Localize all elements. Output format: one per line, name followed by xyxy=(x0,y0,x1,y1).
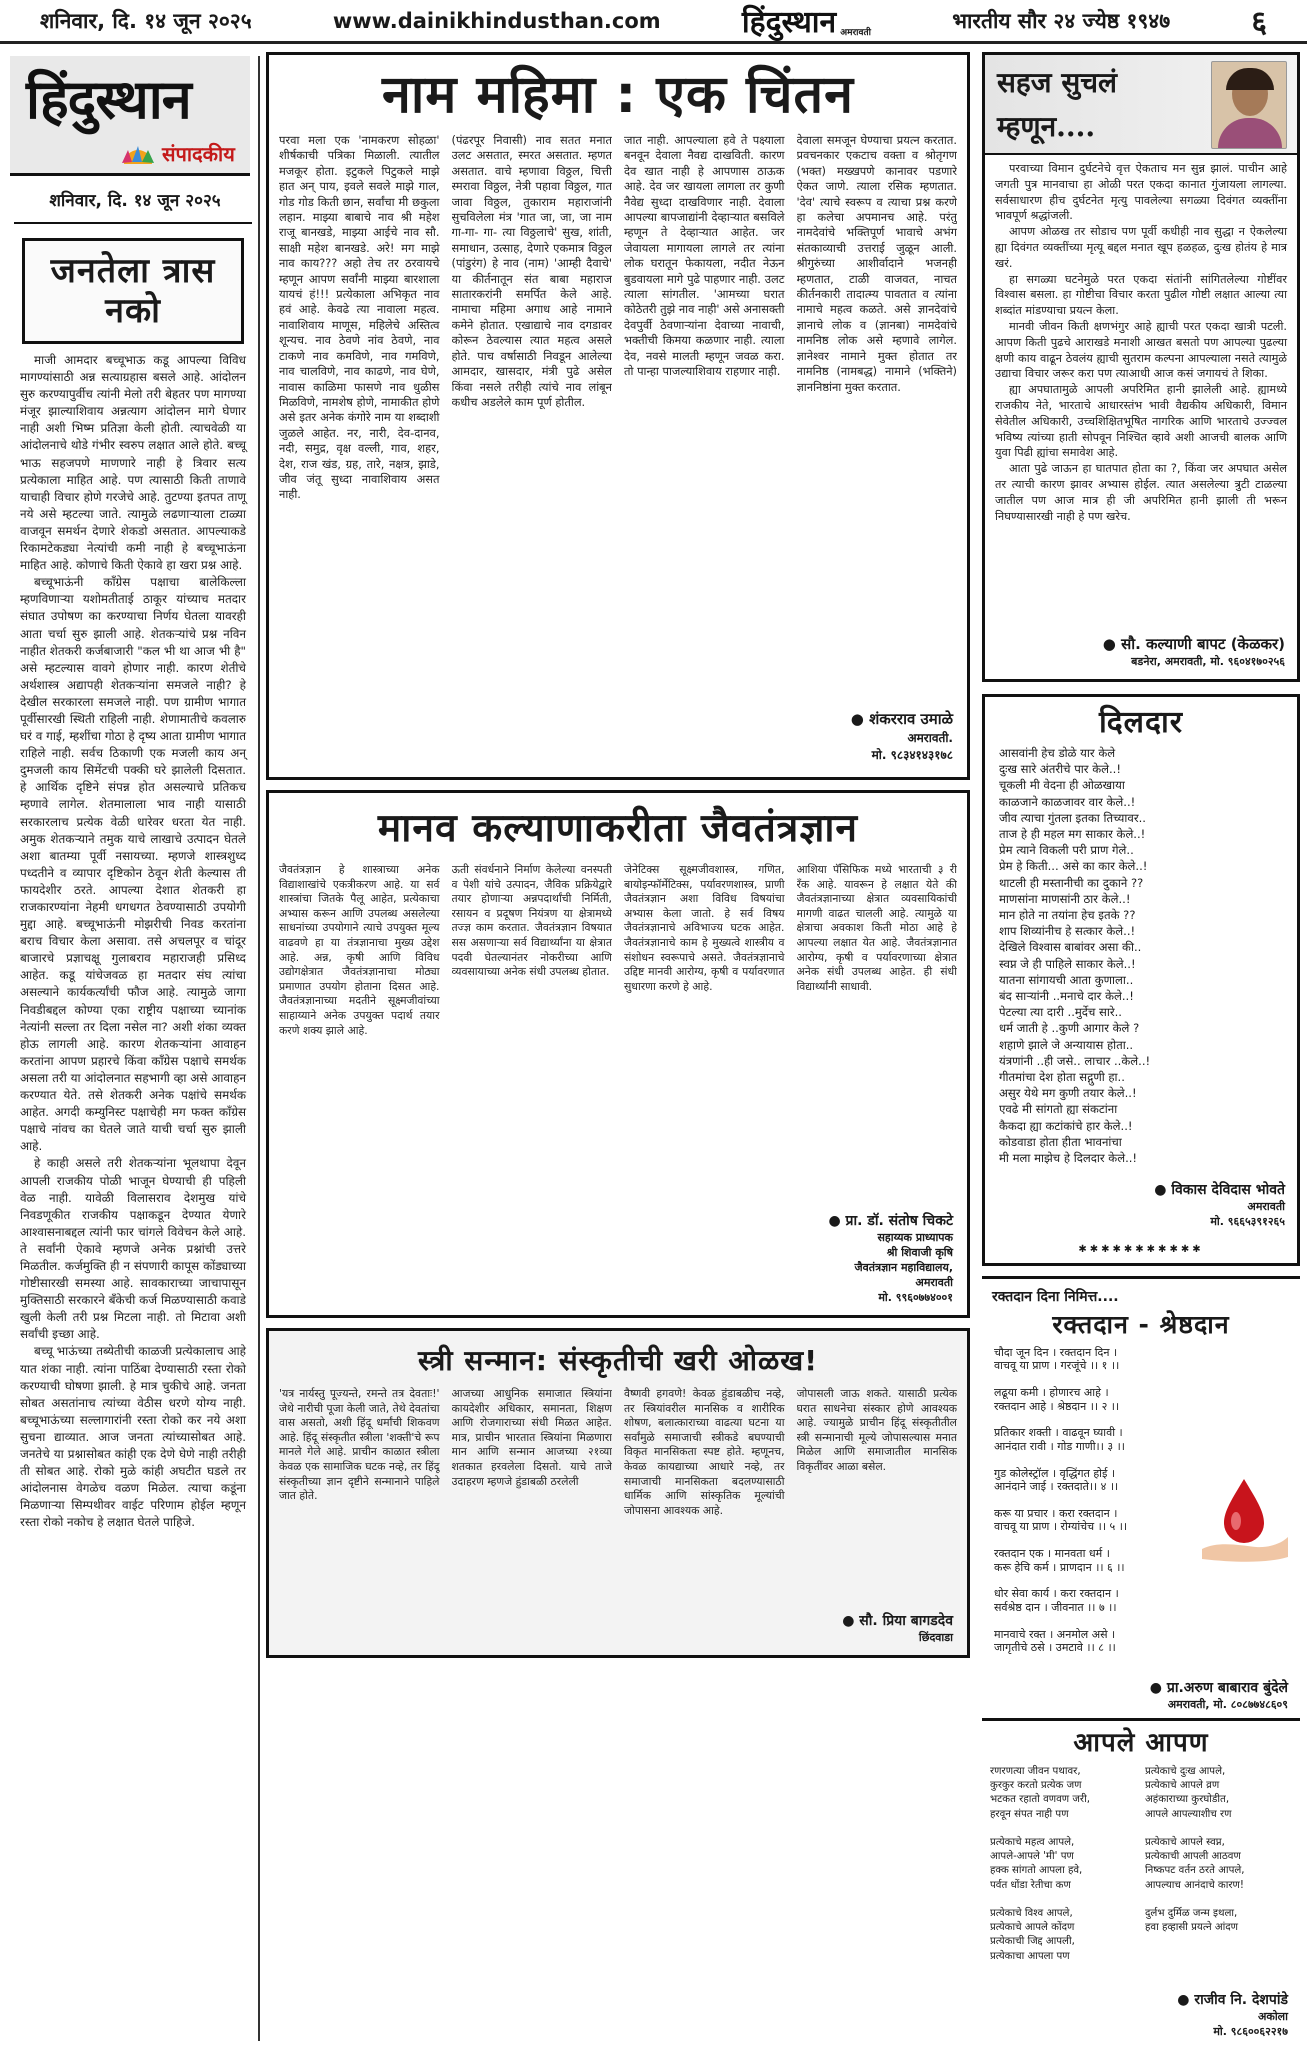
masthead-title: हिंदुस्थान xyxy=(26,67,191,131)
aaple-author-block xyxy=(1177,1990,1288,2039)
jaiv-author-line3: जैवतंत्रज्ञान महाविद्यालय, xyxy=(854,1261,953,1274)
poem-line: हवा हव्हासी प्रयत्ने आंदण xyxy=(1145,1922,1239,1934)
sahaj-title-block xyxy=(985,55,1297,155)
naam-columns xyxy=(269,127,967,687)
header-logo: हिंदुस्थान xyxy=(741,5,837,40)
dildar-poem xyxy=(982,694,1300,1266)
poem-line: भटकत रहातो वणवण जरी, xyxy=(990,1794,1090,1806)
poem-line: प्रत्येकाचे महत्व आपले, xyxy=(990,1837,1075,1849)
poem-line: बंद सार्‍यांनी ..मनाचे दार केले..! xyxy=(999,989,1134,1004)
naam-author-block xyxy=(773,709,953,763)
poem-line: दुःख सारे अंतरीचे पार केले..! xyxy=(999,762,1121,777)
aaple-aapan-poem xyxy=(982,1718,1300,2045)
naam-col-3: जात नाही. आपल्याला हवे ते पक्ष्याला बनवून देवाला नैवद्य दाखविती. कारण देव खात नाही हे आपणास ठाऊक आहे. देव जर खायला लागला तर कुणी नैवेद्य सुध्दा दाखविणार नाही. देवाला आपल्या बापजाद्यांनी देव्हाऱ्यात बसविले म्हणून ते देव्हाऱ्यात आहेत. जर जेवायला मागायला लागले तर त्यांना लोक घरातून फेकायला, नदीत नेऊन बुडवायला मागे पुढे पाहणार नाही. उलट त्याला सांगतील. 'आमच्या घरात कोठेतरी तुझे नाव नाही' असे अनासक्ती देवपुर्वी ठेवणाऱ्यांना देवाच्या नावाची, भक्तीची किमया कळणार नाही. त्याला देव, नवसे मालती म्हणून जवळ करा. तो पान्हा पाजल्याशिवाय राहणार नाही. xyxy=(624,133,785,379)
naam-headline: नाम महिमा : एक चिंतन xyxy=(381,65,855,125)
aaple-right xyxy=(1145,1765,1292,1964)
jaiv-col-1: जैवतंत्रज्ञान हे शास्त्राच्या अनेक विद्याशाखांचे एकत्रीकरण आहे. या सर्व शास्त्रांचा जितके पैलू आहेत, प्रत्येकाचा अभ्यास करून आणि उपलब्ध असलेल्या साधनांच्या उपयोगाने त्याचे उपयुक्त मूल्य वाढवणे हा या तंत्रज्ञानाचा मुख्य उद्देश आहे. अन्न, कृषी आणि विविध उद्योगक्षेत्रात जैवतंत्रज्ञानाचा मोठ्या प्रमाणात उपयोग होताना दिसत आहे. जैवतंत्रज्ञानाच्या मदतीने सूक्ष्मजीवांच्या साहाय्याने अनेक उपयुक्त पदार्थ तयार करणे शक्य झाले आहे. xyxy=(279,863,440,1037)
blood-drop-hand-icon xyxy=(1198,1475,1290,1565)
sahaj-author-line: बडनेरा, अमरावती, मो. ९६०४१७०२५६ xyxy=(1131,655,1285,668)
poem-line: काळजाने काळजावर वार केले..! xyxy=(999,794,1136,809)
naam-col-2: (पंढरपूर निवासी) नाव सतत मनात उलट असतात, स्मरत असतात. म्हणत असतात. वाचे म्हणावा विठ्ठल, चित्ती स्मरावा विठ्ठल, नेत्री पहावा विठ्ठल, गात जावा विठ्ठल, तुकाराम महाराजांनी सुचविलेला मंत्र 'गात जा, जा, जा नाम गा-गा- गा- त्या विठ्ठलाचे' सुख, शांती, समाधान, उत्साह, देणारे एकमात्र विठ्ठल (पांडुरंग) हे नाव (नाम) 'आम्ही दैवाचे' या कीर्तनातून संत बाबा महाराज सातारकरांनी समर्पित केले आहे. नामाचा महिमा अगाध आहे नामाने कमेने होतात. एखाद्याचे नाव दगडावर कोरून ठेवल्यास त्यात महत्व असले होते. पाच वर्षासाठी निवडून आलेल्या आमदार, खासदार, मंत्री पुढे असेल किंवा नसले तरीही त्यांचे नाव लांबून कधीच अडलेले काम पूर्ण होतील. xyxy=(451,133,612,409)
poem-line: आपले-आपले 'मी' पण xyxy=(990,1851,1074,1863)
raktadan-author: ● प्रा.अरुण बाबाराव बुंदेले xyxy=(1149,1680,1288,1696)
poem-line: चौदा जून दिन । रक्तदान दिन । xyxy=(994,1346,1118,1359)
sahaj-title-2: म्हणून.... xyxy=(997,110,1096,143)
stree-author-city: छिंदवाडा xyxy=(918,1631,953,1644)
dildar-author: ● विकास देविदास भोवते xyxy=(1154,1182,1285,1198)
poem-line xyxy=(994,1413,1190,1426)
poem-line: जीव त्याचा गुंतला इतका तिच्यावर.. xyxy=(999,810,1146,825)
jaiv-col-3: जेनेटिक्स सूक्ष्मजीवशास्त्र, गणित, बायोइन्फॉर्मेटिक्स, पर्यावरणशास्त्र, प्राणी जैवतंत्रज्ञान अशा विविध विषयांचा अभ्यास केला जातो. हे सर्व विषय जैवतंत्रज्ञानाचे अविभाज्य घटक आहेत. जैवतंत्रज्ञानाचे काम हे मुख्यत्वे शास्त्रीय व संशोधन स्वरूपाचे असते. जैवतंत्रज्ञानाचे उद्दिष्ट मानवी आरोग्य, कृषी व पर्यावरणात सुधारणा करणे हे आहे. xyxy=(624,863,785,993)
sahaj-author-block xyxy=(1103,634,1285,669)
jaiv-author-line2: श्री शिवाजी कृषि xyxy=(886,1246,953,1259)
poem-line xyxy=(994,1453,1190,1466)
poem-line: मी मला माझेच हे दिलदार केले..! xyxy=(999,1151,1138,1166)
poem-line: प्रेम हे किती... असे का कार केले..! xyxy=(999,859,1148,874)
stree-author-block xyxy=(773,1611,953,1645)
poem-line: मान होते ना तयांना हेच इतके ?? xyxy=(999,908,1136,923)
poem-line: असुर येथे मग कुणी तयार केले..! xyxy=(999,1086,1137,1101)
poem-line: अहंकाराच्या कुरघोडीत, xyxy=(1145,1794,1230,1806)
stree-article xyxy=(266,1328,970,1658)
raktadan-poem xyxy=(982,1276,1300,1712)
page-number: ६ xyxy=(1251,5,1267,40)
dildar-title: दिलदार xyxy=(1098,705,1183,740)
poem-line: माणसांना माणसांनी ठार केले..! xyxy=(999,891,1131,906)
masthead xyxy=(10,56,250,176)
dildar-lines xyxy=(985,745,1297,1166)
stree-author: ● सौ. प्रिया बागडदेव xyxy=(842,1613,953,1629)
jaiv-author-phone: मो. ९९६०७७४००१ xyxy=(878,1291,953,1304)
jaiv-author: ● प्रा. डॉ. संतोष चिकटे xyxy=(828,1213,953,1229)
stree-col-2: आजच्या आधुनिक समाजात स्त्रियांना कायदेशीर अधिकार, समानता, शिक्षण आणि रोजगाराच्या संधी मिळत आहेत. मात्र, प्राचीन भारतात स्त्रियांना मिळणारा मान आणि सन्मान आजच्या २१व्या शतकात हरवलेला दिसतो. याचे ताजे उदाहरण म्हणजे हुंडाबळी ठरलेली xyxy=(451,1387,612,1488)
aaple-left xyxy=(990,1765,1137,1964)
naam-col-1: परवा मला एक 'नामकरण सोहळा' शीर्षकाची पत्रिका मिळाली. त्यातील मजकूर होता. इटुकले पिटुकले माझे हात अन् पाय, इवले सवले माझे गाल, गोड गोड किती छान, सर्वांचा मी छकुला लहान. माझ्या बाबाचे नाव श्री महेश राजू बानखडे, माझ्या आईचे नाव सौ. साक्षी महेश बानखडे. अरे! मग माझे नाव काय??? अहो तेच तर ठरवायचे म्हणून आपण सर्वांनी माझ्या बारशाला यायचं हं!!! प्रत्येकाला अभिकृत नाव हवं आहे. केवढे त्या नावाला महत्व. नावाशिवाय माणूस, महिलेचे अस्तित्व शून्यच. नाव ठेवणे नांव ठेवणे, नाव टाकणे नाव कमविणे, नाव गमविणे, नाव चालविणे, नाव काढणे, नाव घेणे, नावास काळिमा फासणे नाव धुळीस मिळविणे, नामशेष होणे, नामाकीत होणे असे इतर अनेक कंगोरे नाम या शब्दाशी जुळले आहेत. नर, नारी, देव-दानव, नदी, समुद्र, वृक्ष वल्ली, गाव, शहर, देश, राज खंड, ग्रह, तारे, नक्षत्र, झाडे, जीव जंतू सुध्दा नावाशिवाय असत नाही. xyxy=(279,133,440,502)
poem-line: प्रत्येकाचा आपला पण xyxy=(990,1950,1070,1962)
masthead-subtitle: संपादकीय xyxy=(162,142,235,166)
ornament-divider: ✱✱✱✱✱✱✱✱✱✱✱ xyxy=(1078,1244,1204,1255)
poem-line: आनंदात रावी । गोड गाणी।। ३ ।। xyxy=(994,1439,1125,1453)
column-rule xyxy=(258,56,260,2041)
header-saura-date: भारतीय सौर २४ ज्येष्ठ १९४७ xyxy=(952,8,1171,33)
poem-line: कुरकुर करतो प्रत्येक जण xyxy=(990,1780,1082,1792)
jaiv-article xyxy=(266,790,970,1318)
poem-line: हरवून संपत नाही पण xyxy=(990,1808,1069,1820)
jaiv-headline: मानव कल्याणाकरीता जैवतंत्रज्ञान xyxy=(377,806,859,851)
raktadan-kicker: रक्तदान दिना निमित्त.... xyxy=(992,1289,1119,1305)
poem-line: दुर्लभ दुर्मिळ जन्म इथला, xyxy=(1145,1908,1238,1920)
naam-author: ● शंकरराव उमाळे xyxy=(850,710,953,728)
editorial-paragraph: बच्चूभाऊंनी काँग्रेस पक्षाचा बालेकिल्ला म्हणविणाऱ्या यशोमतीताई ठाकूर यांच्याच मतदार संघात उपोषण का करण्याचा निर्णय घेतला यावरही आता चर्चा सुरु झाली आहे. शेतकऱ्यांचे प्रश्न नविन नाहीत शेतकरी कर्जबाजारी "कल भी था आज भी है" असे म्हटल्यास वावगे होणार नाही. कारण शेतीचे अर्थशास्त्र अद्यापही शेतकऱ्यांना समजले नाही? हे देखील सरकारला समजले नाही. पण ग्रामीण भागात पूर्वीसारखी स्थिती राहिली नाही. शेणामातीचे कवलारु घरं व गाई, म्हशींचा गोठा हे दृष्य आता ग्रामीण भागात राहिले नाही. सर्वच ठिकाणी एक मजली काय अन् दुमजली काय सिमेंटची पक्की घरे झालेली दिसतात. हे आर्थिक दृष्टिने संपन्न होत असल्याचे प्रतिकच म्हणावे लागेल. शेतमालाला भाव नाही यासाठी सरकारलाच प्रत्येक वेळी धारेवर धरता येत नाही. अमुक शेतकऱ्याने तमुक याचे लाखाचे उत्पादन घेतले अशा बातम्या पूर्वी नसायच्या. म्हणजे शास्त्रशुध्द पध्दतीने व व्यापार दृष्टिकोन ठेवून शेती केल्यास ती फायदेशीर ठरते. आपल्या देशात शेतकरी हा राजकारण्यांना नेहमी धगधगत ठेवण्यासाठी उपयोगी मुद्दा आहे. बच्चूभाऊंनी मोझरीची निवड करतांना बराच विचार केला असावा. तसे अचलपूर व चांदूर बाजारचे प्रज्ञाचक्षू गुलाबराव महाराजही प्रसिध्द आहेत. कडू यांचेजवळ हा मतदार संघ त्यांचा असल्याने कार्यकर्त्यांची फौज आहे. त्यामुळे जागा निवडीबद्दल कोण्या एका राष्ट्रीय पक्षाच्या च्यानांक नेत्यांनी सल्ला तर दिला नसेल ना? अशी शंका व्यक्त होऊ लागली आहे. कारण शेतकऱ्यांना आवाहन करतांना आपण प्रहारचे किंवा काँग्रेस पक्षाचे समर्थक असला तरी या आंदोलनात सहभागी व्हा असे आवाहन करण्यात येते. तसे शेतकरी अनेक पक्षांचे समर्थक आहेत. अगदी कम्युनिस्ट पक्षाचेही मग फक्त काँग्रेस पक्षाचे नांवच का घेतले जाते याची चर्चा सुरु झाली आहे. xyxy=(20,575,246,1154)
poem-line: प्रतिकार शक्ती । वाढवून घ्यावी । xyxy=(994,1426,1123,1440)
masthead-date: शनिवार, दि. १४ जून २०२५ xyxy=(49,191,221,211)
poem-line: यंत्रणांनी ..ही जसे.. लाचार ..केले..! xyxy=(999,1053,1151,1068)
poem-line xyxy=(1145,1822,1292,1836)
poem-line: शहाणे झाले जे अन्यायास होता.. xyxy=(999,1037,1134,1052)
poem-line: प्रत्येकाचे दुःख आपले, xyxy=(1145,1766,1226,1777)
dildar-author-city: अमरावती xyxy=(1247,1200,1285,1213)
aaple-author: ● राजीव नि. देशपांडे xyxy=(1177,1992,1288,2008)
poem-line: जागृतीचे ठसे । उमटावे ।। ८ ।। xyxy=(994,1640,1116,1654)
jaiv-col-4: आशिया पॅसिफिक मध्ये भारताची ३ री रँक आहे. यावरून हे लक्षात येते की जैवतंत्रज्ञानाच्या क्षेत्रात व्यवसायिकांची मागणी वाढत चालली आहे. त्यामुळे या क्षेत्राचा अवकाश किती मोठा आहे हे आपल्या लक्षात येत आहे. जैवतंत्रज्ञानात आरोग्य, कृषी व पर्यावरणाच्या क्षेत्रात अनेक संधी उपलब्ध आहेत. ही संधी विद्यार्थ्यांनी साधावी. xyxy=(796,863,957,993)
author-photo xyxy=(1211,61,1287,149)
stree-col-3: वैष्णवी हगवणे! केवळ हुंडाबळीच नव्हे, तर स्त्रियांवरील मानसिक व शारीरिक शोषण, बलात्काराच्या वाढत्या घटना या सर्वांमुळे समाजाची स्त्रीकडे बघण्याची विकृत मानसिकता स्पष्ट होते. म्हणूनच, केवळ कायद्याच्या आधारे नव्हे, तर समाजाची मानसिकता बदलण्यासाठी धार्मिक आणि सांस्कृतिक मूल्यांची जोपासना आवश्यक आहे. xyxy=(624,1387,785,1517)
poem-line: प्रत्येकाची जिद्द आपली, xyxy=(990,1936,1075,1948)
aaple-author-phone: मो. ९८६००६२२१७ xyxy=(1213,2025,1288,2038)
header-url[interactable]: www.dainikhindusthan.com xyxy=(332,8,661,33)
jaiv-author-line1: सहाय्यक प्राध्यापक xyxy=(877,1231,953,1244)
sahaj-paragraph: मानवी जीवन किती क्षणभंगुर आहे ह्याची परत एकदा खात्री पटली. आपण किती पुढचे आराखडे मनाशी आखत बसतो पण आपल्या पुढल्या क्षणी काय वाढून ठेवलंय ह्याची सुतराम कल्पना आपल्याला नसते त्यामुळे उद्याचा विचार जरूर करा पण त्याआधी आज कसं जगायचं ते शिका. xyxy=(995,319,1287,381)
poem-line: वाचवू या प्राण । गरजूंचे ।। १ ।। xyxy=(994,1359,1120,1373)
poem-line: प्रत्येकाची आपली आठवण xyxy=(1145,1851,1241,1863)
sahaj-paragraph: आता पुढे जाऊन हा घातपात होता का ?, किंवा जर अपघात असेल तर त्याची कारण झावर अभ्यास होईल. त्यात असलेल्या त्रुटी टाळल्या जातील पण आज मात्र ही जी अपरिमित हानी झाली ती भरून निघण्यासारखी नाही हे पण खरेच. xyxy=(995,462,1287,523)
raktadan-lines xyxy=(982,1346,1202,1654)
sahaj-paragraph: हा सगळ्या घटनेमुळे परत एकदा संतांनी सांगितलेल्या गोष्टींवर विश्वास बसला. हा गोष्टीचा विचार करता पुढील गोष्टी लक्षात आल्या त्या शब्दांत मांडण्याचा प्रयत्न केला. xyxy=(995,272,1287,318)
poem-line: एवढे मी सांगतो ह्या संकटांना xyxy=(999,1102,1118,1117)
poem-line: करू हेचि कर्म । प्राणदान ।। ६ ।। xyxy=(994,1560,1125,1574)
sahaj-article xyxy=(982,52,1300,682)
poem-line: पेटल्या त्या दारी ..मुर्देच सारे.. xyxy=(999,1005,1122,1020)
aaple-columns xyxy=(982,1765,1300,1964)
raktadan-author-line: अमरावती, मो. ८०८७७४८६०९ xyxy=(1167,1698,1288,1711)
sahaj-title-1: सहज सुचलं xyxy=(997,66,1118,99)
poem-line xyxy=(994,1574,1190,1587)
poem-line: चूकली मी वेदना ही ओळखाया xyxy=(999,778,1125,793)
poem-line: हक्क सांगतो आपला हवे, xyxy=(990,1865,1083,1877)
poem-line: करू या प्रचार । करा रक्तदान । xyxy=(994,1506,1118,1520)
poem-line xyxy=(990,1893,1137,1907)
sahaj-paragraph: ह्या अपघातामुळे आपली अपरिमित हानी झालेली आहे. ह्यामध्ये राजकीय नेते, भारताचे आधारस्तंभ भावी वैद्यकीय अधिकारी, विमान सेवेतील अधिकारी, उच्चशिक्षितभूषित नागरिक आणि भारताचे उज्ज्वल भविष्य त्यांच्या हाती सोपवून निश्चित व्हावे अशी आजची बालक आणि युवा पिढी ह्यांचा समावेश आहे. xyxy=(995,383,1287,460)
poem-line: धर्म जाती हे ..कुणी आगार केले ? xyxy=(999,1021,1140,1036)
naam-author-phone: मो. ९८३४१४३१७८ xyxy=(871,748,953,762)
poem-line xyxy=(994,1534,1190,1547)
poem-line: लढूया कमी । होणारच आहे । xyxy=(994,1386,1109,1400)
poem-line: स्वप्न जे ही पाहिले साकार केले..! xyxy=(999,956,1136,971)
naam-mahima-article xyxy=(266,52,970,780)
poem-line: प्रत्येकाचे आपले कोंदण xyxy=(990,1922,1075,1934)
poem-line: कैकदा ह्या कटांकांचे हार केले..! xyxy=(999,1118,1133,1133)
editorial-column xyxy=(14,232,252,2047)
poem-line: धोर सेवा कार्य । करा रक्तदान । xyxy=(994,1587,1119,1601)
poem-line: रणरणत्या जीवन पथावर, xyxy=(990,1766,1081,1777)
naam-col-4: देवाला समजून घेण्याचा प्रयत्न करतात. प्रवचनकार एकटाच वक्ता व श्रोतृगण (भक्त) मख्खपणे कानावर पडणारे ऐकत जाणे. त्याला रसिक म्हणतात. 'देव' त्याचे स्वरूप व त्याचा प्रश्न करणे हा कलेचा अपमानच आहे. परंतु नामदेवांचे भक्तिपूर्ण भावाचे अभंग संतकाव्याची उत्तराई जुळून आली. श्रीगुरुंच्या आशीर्वादाने भजनही म्हणतात, टाळी वाजवत, नाचत कीर्तनकारी तादात्म्य पावतात व त्यांना नामाचे महत्व कळते. असे ज्ञानदेवांचे ज्ञानाचे लोक व (ज्ञानबा) नामदेवांचे नामनिष्ठ लोक असे म्हणावे लागेल. ज्ञानेश्वर नामाने मुक्त होतात तर नामनिष्ठ (नामबद्ध) नामाने (भक्तिने) ज्ञाननिष्ठांना मुक्त करतात. xyxy=(796,133,957,394)
sahaj-paragraph: आपण ओळख तर सोडाच पण पूर्वी कधीही नाव सुद्धा न ऐकलेल्या ह्या दिवंगत व्यक्तींच्या मृत्यू बद्दल मनात खूप हळहळ, दुःख होतंय हे मात्र खरं. xyxy=(995,225,1287,270)
poem-line: वाचवू या प्राण । रोग्यांचेच ।। ५ ।। xyxy=(994,1520,1128,1534)
poem-line: आनंदाने जाई । रक्तदाते।। ४ ।। xyxy=(994,1480,1119,1494)
jaiv-col-2: ऊती संवर्धनाने निर्माण केलेल्या वनस्पती व पेशी यांचे उत्पादन, जैविक प्रक्रियेद्वारे तयार होणाऱ्या अन्नपदार्थांची निर्मिती, रसायन व प्रदूषण नियंत्रण या क्षेत्रामध्ये तज्ज्ञ काम करतात. जैवतंत्रज्ञान विषयात सस असणाऱ्या सर्व विद्यार्थ्यांना या क्षेत्रात पदवी घेतल्यानंतर नोकरीच्या आणि व्यवसायाच्या अनेक संधी उपलब्ध होतात. xyxy=(451,863,612,979)
jaiv-author-line4: अमरावती xyxy=(915,1276,953,1289)
masthead-divider xyxy=(14,222,252,224)
poem-line: आपले आपल्याशीच रण xyxy=(1145,1808,1232,1820)
editorial-paragraph: बच्चू भाऊंच्या तब्येतीची काळजी प्रत्येकालाच आहे यात शंका नाही. त्यांना पाठिंबा देण्यासाठी रस्ता रोको करण्याची घोषणा झाली. हे मात्र चुकीचे आहे. जनता सोबत असतांनाच त्यांच्या वेठीस धरणे योग्य नाही. बच्चूभाऊंच्या सल्लागारांनी रस्ता रोको कर नये अशा सुचना द्याव्यात. आज जनता त्यांच्यासोबत आहे. जनतेचे या प्रश्नासोबत कांही एक देणे घेणे नाही तरीही ती सोबत आहे. रोको मुळे कांही अघटीत घडले तर आंदोलनास वेगळेच वळण मिळेल. त्याचा कडूंना मिळणाऱ्या सिम्पथीवर वाईट परिणाम होईल म्हणून रस्ता रोको नकोच हे लक्षात घेतले पाहिजे. xyxy=(20,1344,246,1530)
raktadan-title: रक्तदान - श्रेष्ठदान xyxy=(1052,1310,1230,1339)
poem-line xyxy=(994,1614,1190,1627)
poem-line: मानवाचे रक्त । अनमोल असे । xyxy=(994,1627,1116,1641)
raktadan-author-block xyxy=(1150,1678,1288,1712)
header-logo-group xyxy=(742,0,871,41)
poem-line: रक्तदान आहे । श्रेष्ठदान ।। २ ।। xyxy=(994,1399,1120,1413)
poem-line xyxy=(994,1493,1190,1506)
poem-line: रक्तदान एक । मानवता धर्म । xyxy=(994,1547,1110,1561)
poem-line xyxy=(1145,1893,1292,1907)
stree-col-1: 'यत्र नार्यस्तु पूज्यन्ते, रमन्ते तत्र देवताः!' जेथे नारीची पूजा केली जाते, तेथे देवतांचा वास असतो, अशी हिंदू धर्मांची शिकवण आहे. हिंदू संस्कृतीत स्त्रीला 'शक्ती'चे रूप मानले गेले आहे. प्राचीन काळात स्त्रीला केवळ एक सामाजिक घटक नव्हे, तर हिंदू संस्कृतीच्या ज्ञान दृष्टीने सन्मानाने पाहिले जात होते. xyxy=(279,1387,440,1503)
poem-line: आसवांनी हेच डोळे यार केले xyxy=(999,746,1116,760)
poem-line: ताज हे ही महल मग साकार केले..! xyxy=(999,827,1146,842)
page-header-bar xyxy=(0,0,1307,44)
sun-logo-icon xyxy=(120,144,156,164)
dildar-author-phone: मो. ९६६५३९१२६५ xyxy=(1210,1215,1285,1228)
editorial-paragraph: हे काही असले तरी शेतकऱ्यांना भूलथापा देवून आपली राजकीय पोळी भाजून घेण्याची ही पहिली वेळ नाही. यावेळी विलासराव देशमुख यांचे निवडणूकीत राजकीय पक्षाकडून देण्यात येणारे आश्वासनाबद्दल त्यांनी फार चांगले विवेचन केले आहे. ते सर्वांनी ऐकावे म्हणजे अनेक प्रश्नांची उत्तरे मिळतील. कर्जमुक्ति ही न संपणारी कापूस कोंड्याच्या गोष्टीसारखी समस्या आहे. सावकाराच्या जाचापासून मुक्तिसाठी सरकारने बँकेची कर्ज मिळण्यासाठी कवाडे खुली केली तरी प्रश्न मिटला नाही. तो मिटावा अशी सर्वांची इच्छा आहे. xyxy=(20,1156,246,1342)
poem-line: यातना सांगायची आता कुणाला.. xyxy=(999,972,1134,987)
poem-line: प्रत्येकाचे आपले स्वप्न, xyxy=(1145,1837,1225,1849)
header-date: शनिवार, दि. १४ जून २०२५ xyxy=(40,8,252,33)
aaple-author-city: अकोला xyxy=(1257,2010,1288,2023)
poem-line: सर्वश्रेष्ठ दान । जीवनात ।। ७ ।। xyxy=(994,1600,1117,1614)
poem-line: प्रत्येकाचे विश्व आपले, xyxy=(990,1908,1073,1920)
poem-line: गुड कोलेस्ट्रॉल । वृद्धिंगत होई । xyxy=(994,1466,1116,1480)
poem-line xyxy=(990,1822,1137,1836)
poem-line xyxy=(994,1373,1190,1386)
stree-headline: स्त्री सन्मान: संस्कृतीची खरी ओळख! xyxy=(418,1344,818,1377)
poem-line: कोडवाडा होता हीता भावनांचा xyxy=(999,1134,1122,1149)
jaiv-author-block xyxy=(773,1211,953,1305)
editorial-body xyxy=(14,352,252,1531)
poem-line: शाप शिव्यांनीच हे सत्कार केले..! xyxy=(999,924,1136,939)
sahaj-body xyxy=(985,155,1297,530)
sahaj-author: ● सौ. कल्याणी बापट (केळकर) xyxy=(1102,635,1285,653)
header-logo-sub: अमरावती xyxy=(840,28,871,38)
editorial-headline-box xyxy=(22,238,244,344)
poem-line: प्रत्येकाचे आपले व्रण xyxy=(1145,1780,1220,1792)
masthead-sub-group xyxy=(120,140,235,167)
stree-col-4: जोपासली जाऊ शकते. यासाठी प्रत्येक घरात साधनेचा संस्कार होणे आवश्यक आहे. ज्यामुळे प्राचीन हिंदू संस्कृतीतील स्त्री सन्मानाची मूल्ये जोपासल्यास मनात मिळेल आणि समाजातील मानसिक विकृतींवर आळा बसेल. xyxy=(796,1387,957,1473)
poem-line: आपल्याच आनंदाचे कारण! xyxy=(1145,1879,1245,1891)
editorial-headline: जनतेला त्रास नको xyxy=(50,251,216,331)
aaple-title: आपले आपण xyxy=(1073,1728,1209,1758)
poem-line: देखिले विश्वास बाबांवर असा की.. xyxy=(999,940,1142,955)
editorial-paragraph: माजी आमदार बच्चूभाऊ कडू आपल्या विविध मागण्यांसाठी अन्न सत्याग्रहास बसले आहे. आंदोलन सुरु करण्यापुर्वीच त्यांनी मेलो तरी बेहतर पण मागण्या मंजूर झाल्याशिवाय अन्नत्याग आंदोलन मागे घेणार नाही अशी भिष्म प्रतिज्ञा केली होती. त्याचवेळी या आंदोलनाचे थोडे गंभीर स्वरुप लक्षात आले होते. बच्चू भाऊ सहजपणे माणणारे नाही हे त्रिवार सत्य प्रत्येकाला माहित आहे. पण त्यासाठी किती ताणावे याचाही विचार होणे गरजेचे आहे. तुटण्या इतपत ताणू नये असे म्हटल्या जाते. त्यामुळे लढणाऱ्याला टाळ्या वाजवून समर्थन देणारे शेकडो असतात. आपल्याकडे रिकामटेकड्या नेत्यांची कमी नाही हे बच्चूभाऊंना माहित आहे. कोणाचे किती ऐकावे हा खरा प्रश्न आहे. xyxy=(20,353,246,573)
sahaj-paragraph: परवाच्या विमान दुर्घटनेचे वृत्त ऐकताच मन सुन्न झालं. पाचीन आहे जगती पुत्र मानवाचा हा ओळी परत एकदा कानात गुंजायला लागल्या. सर्वसाधारण हीच दुर्घटनेत मृत्यु पावलेल्या सगळ्या दिवंगत व्यक्तींना भावपूर्ण श्रद्धांजली. xyxy=(995,162,1287,223)
stree-columns xyxy=(269,1387,967,1647)
poem-line: गीतमांचा देश होता सद्गुणी हा.. xyxy=(999,1070,1125,1085)
poem-line: प्रेम त्याने विकली परी प्राण गेले.. xyxy=(999,843,1134,858)
poem-line: पर्वत धोंडा रेतीचा कण xyxy=(990,1879,1071,1891)
poem-line: निष्कपट वर्तन ठरते आपले, xyxy=(1145,1865,1245,1877)
naam-author-city: अमरावती. xyxy=(907,731,953,745)
poem-line: थाटली ही मस्तानीची का दुकाने ?? xyxy=(999,875,1144,890)
dildar-author-block xyxy=(1154,1180,1285,1229)
